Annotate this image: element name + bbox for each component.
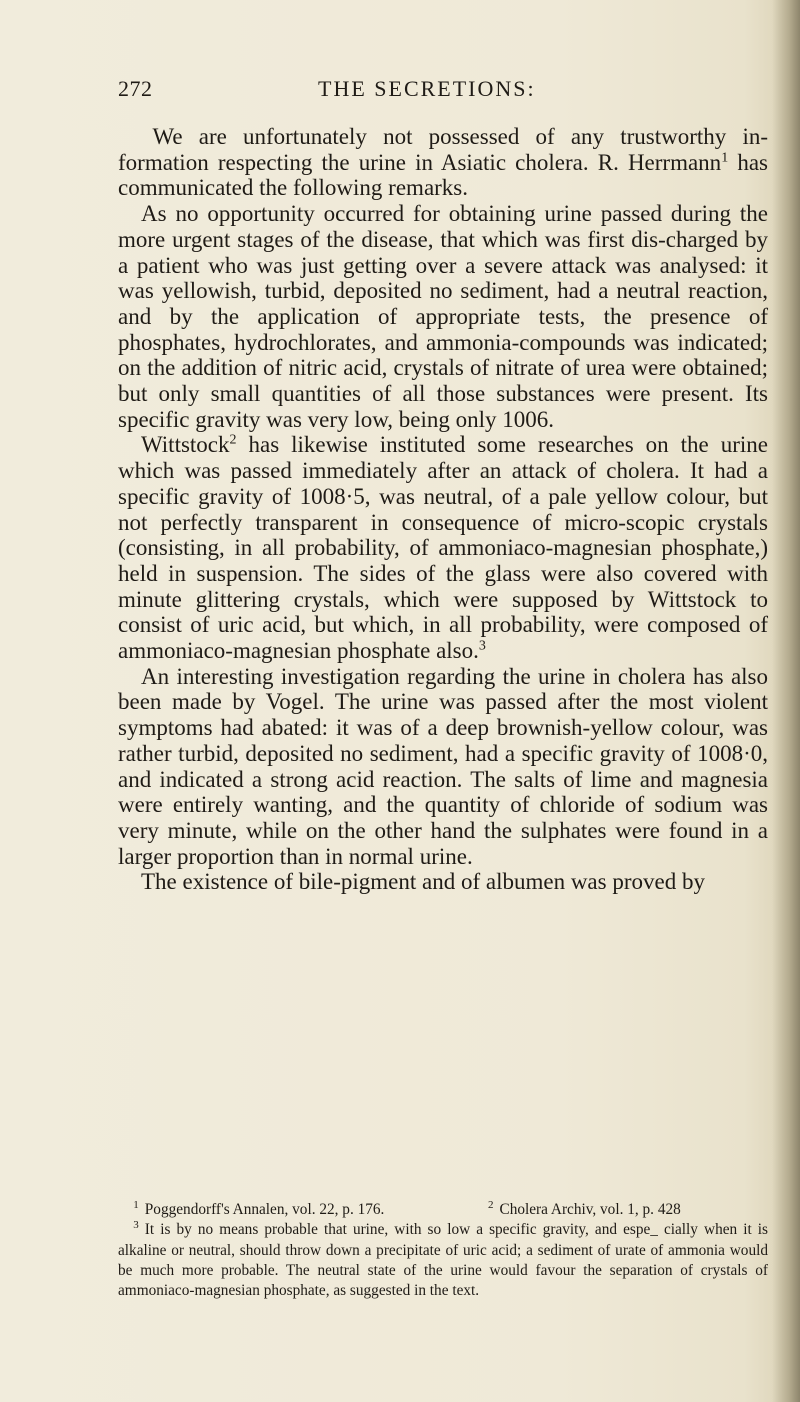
- paragraph-1: [118, 124, 768, 201]
- running-head: THE SECRETIONS:: [318, 76, 536, 101]
- footnote-2: [488, 1200, 768, 1220]
- paragraph-4-text: An interesting investigation regarding the urine in cholera has also been made by Vogel. The urine was passed after the most violent symptoms had abated: it was of a deep brownish-yellow colour, was rather turbid, deposited no sediment, had a specific gravity of 1008·0, and indicated a strong acid reaction. The salts of lime and magnesia were entirely wanting, and the quantity of chloride of sodium was very minute, while on the other hand the sulphates were found in a larger proportion than in normal urine.: [118, 663, 768, 869]
- paragraph-1-text-a: We are unfortunately not possessed of any trustworthy in-formation respecting the urine in Asiatic cholera. R. Herrmann: [118, 124, 768, 175]
- paragraph-2: [118, 201, 768, 432]
- body-text: [118, 124, 768, 895]
- paragraph-3-text-b: has likewise instituted some researches on the urine which was passed immediately after an attack of cholera. It had a specific gravity of 1008·5, was neutral, of a pale yellow colour, but not perfectly transparent in consequence of micro-scopic crystals (consisting, in all probability, of ammoniaco-magnesian phosphate,) held in suspension. The sides of the glass were also covered with minute glittering crystals, which were supposed by Wittstock to consist of uric acid, but which, in all probability, were composed of ammoniaco-magnesian phosphate also.: [118, 432, 768, 664]
- footnote-2-text: Cholera Archiv, vol. 1, p. 428: [499, 1201, 681, 1218]
- footnote-3-text: It is by no means probable that urine, with so low a specific gravity, and espe_ cially when it is alkaline or neutral, should throw down a precipitate of uric acid; a sediment of urate of ammonia would be much more probable. The neutral state of the urine would favour the separation of crystals of ammoniaco-magnesian phosphate, as suggested in the text.: [118, 1221, 768, 1300]
- footnote-1-number: 1: [133, 1198, 139, 1211]
- page-edge-shadow: [772, 0, 800, 1402]
- paragraph-1-text-b: has communicated the following remarks.: [118, 149, 768, 201]
- footnote-1: [118, 1200, 488, 1220]
- footnote-ref-2: 2: [229, 432, 237, 448]
- page-number: 272: [118, 76, 153, 101]
- paragraph-3-text-a: Wittstock: [141, 432, 230, 458]
- footnote-1-text: Poggendorff's Annalen, vol. 22, p. 176.: [144, 1201, 385, 1218]
- paragraph-5-text: The existence of bile-pigment and of albumen was proved by: [141, 869, 705, 895]
- paragraph-3: [118, 432, 768, 663]
- footnote-3: [118, 1220, 768, 1301]
- paragraph-5: [118, 869, 768, 895]
- footnote-ref-1: 1: [721, 150, 729, 166]
- footnote-row-1: [118, 1200, 768, 1220]
- footnote-2-number: 2: [488, 1198, 494, 1211]
- paragraph-2-text: As no opportunity occurred for obtaining urine passed during the more urgent stages of the disease, that which was first dis-charged by a patient who was just getting over a severe attack was analysed: it was yellowish, turbid, deposited no sediment, had a neutral reaction, and by the application of appropriate tests, the presence of phosphates, hydrochlorates, and ammonia-compounds was indicated; on the addition of nitric acid, crystals of nitrate of urea were obtained; but only small quantities of all those substances were present. Its specific gravity was very low, being only 1006.: [118, 201, 768, 432]
- page-header: [118, 76, 768, 108]
- footnotes: [118, 1200, 768, 1301]
- footnote-ref-3: 3: [478, 638, 486, 654]
- footnote-3-number: 3: [133, 1219, 139, 1232]
- paragraph-4: [118, 664, 768, 870]
